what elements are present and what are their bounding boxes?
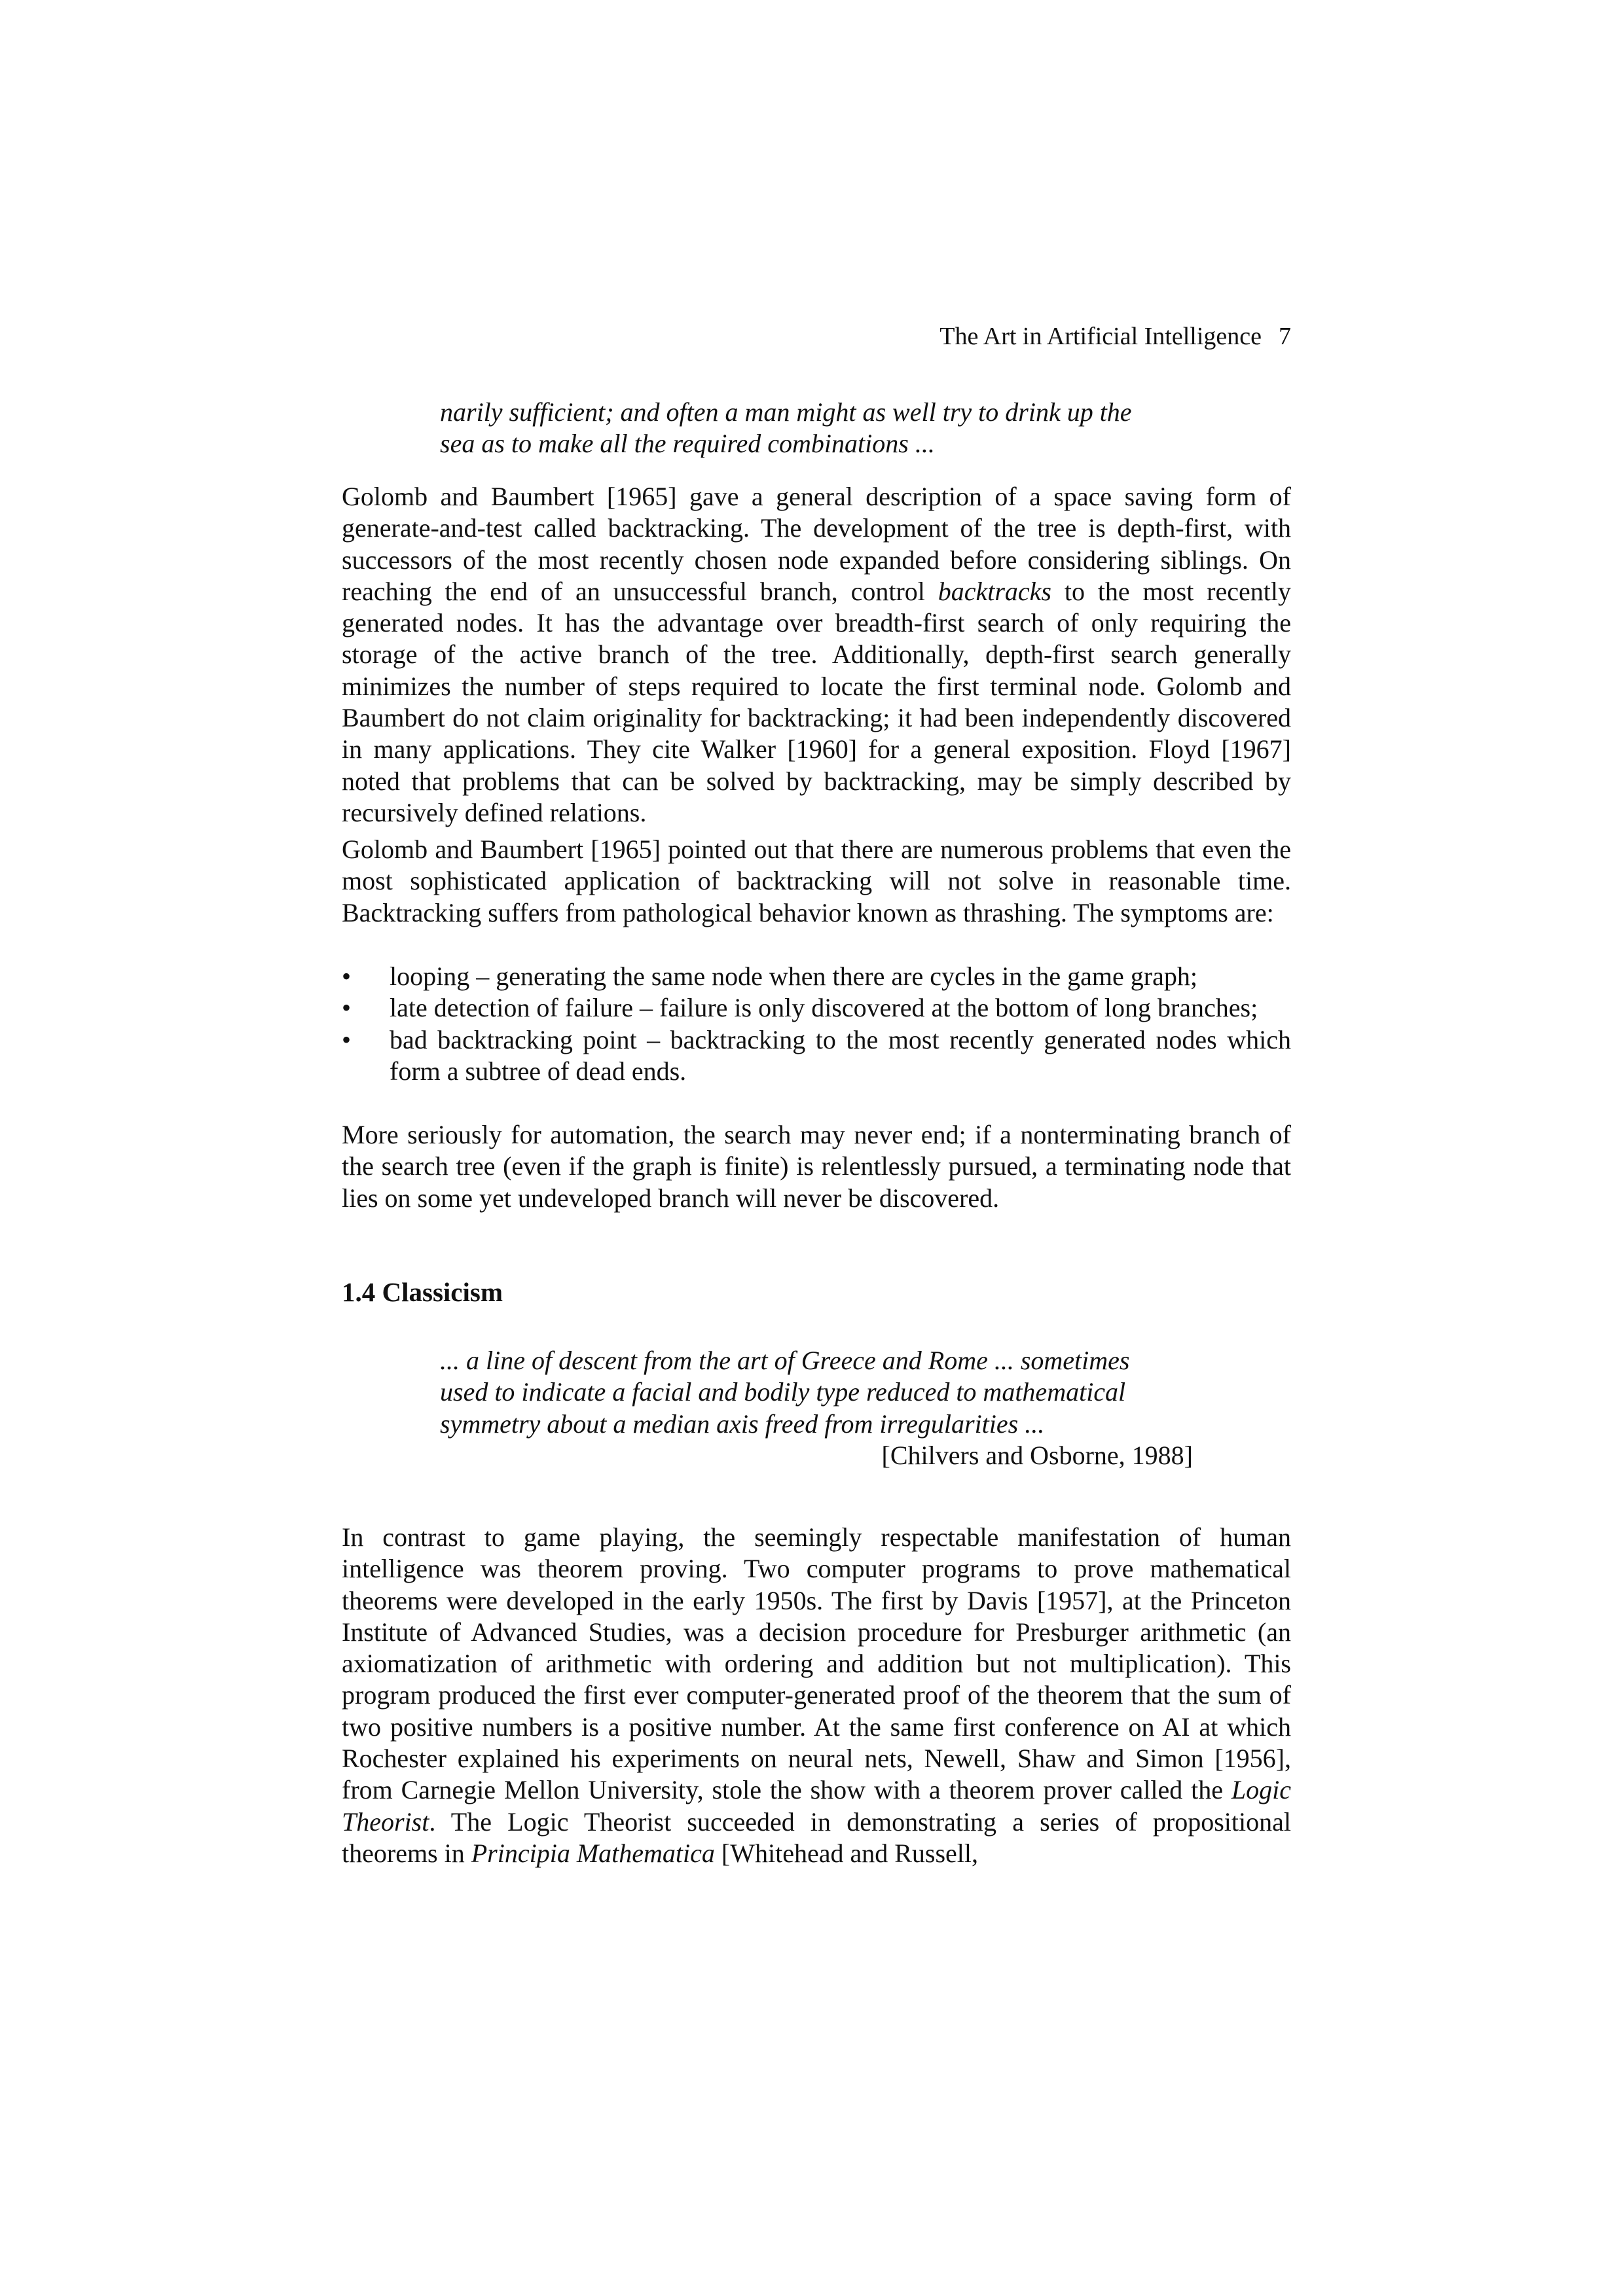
symptom-list: [342, 961, 1291, 1087]
quote-continuation: [440, 397, 1193, 460]
list-item: • late detection of failure – failure is only discovered at the bottom of long branches;: [342, 992, 1291, 1024]
paragraph-thrashing: [342, 834, 1291, 929]
emphasis: backtracks: [938, 576, 1051, 606]
paragraph-text: Golomb and Baumbert [1965] pointed out that there are numerous problems that even the most sophisticated application of backtracking will not solve in reasonable time. Backtracking suffers from pathological behavior known as thrashing. The symptoms are:: [342, 834, 1291, 927]
emphasis: Principia Mathematica: [471, 1838, 715, 1868]
epigraph-line: symmetry about a median axis freed from irregularities ...: [440, 1408, 1045, 1439]
epigraph-line: ... a line of descent from the art of Greece and Rome ... sometimes: [440, 1346, 1130, 1375]
list-item: • bad backtracking point – backtracking to the most recently generated nodes which form a subtree of dead ends.: [342, 1024, 1291, 1086]
running-head: [851, 321, 1291, 352]
emphasis: Logic Theorist: [342, 1775, 1291, 1837]
quote-line: sea as to make all the required combinations ...: [440, 429, 935, 459]
bullet-icon: •: [342, 1024, 352, 1054]
paragraph-text: In contrast to game playing, the seemingly respectable manifestation of human intelligence was theorem proving. Two computer programs to prove mathematical theorems were developed in the early 1950s. The first by Davis [1957], at the Princeton Institute of Advanced Studies, was a decision procedure for Presburger arithmetic (an axiomatization of arithmetic with ordering and addition but not multiplication). This program produced the first ever computer-generated proof of the theorem that the sum of two positive numbers is a positive number. At the same first conference on AI at which Rochester explained his experiments on neural nets, Newell, Shaw and Simon [1956], from Carnegie Mellon University, stole the show with a theorem prover called the Logic Theorist. The Logic Theorist succeeded in demonstrating a series of propositional theorems in Principia Mathematica [Whitehead and Russell,: [342, 1522, 1291, 1868]
paragraph-text: Golomb and Baumbert [1965] gave a general description of a space saving form of generate-and-test called backtracking. The development of the tree is depth-first, with successors of the most recently chosen node expanded before considering siblings. On reaching the end of an unsuccessful branch, control backtracks to the most recently generated nodes. It has the advantage over breadth-first search of only requiring the storage of the active branch of the tree. Additionally, depth-first search generally minimizes the number of steps required to locate the first terminal node. Golomb and Baumbert do not claim originality for backtracking; it had been independently discovered in many applications. They cite Walker [1960] for a general exposition. Floyd [1967] noted that problems that can be solved by backtracking, may be simply described by recursively defined relations.: [342, 482, 1291, 827]
epigraph: [440, 1345, 1193, 1440]
epigraph-attribution: [Chilvers and Osborne, 1988]: [881, 1441, 1193, 1470]
running-head-title: The Art in Artificial Intelligence: [939, 323, 1262, 350]
quote-line: narily sufficient; and often a man might as well try to drink up the: [440, 397, 1132, 427]
paragraph-theorem-proving: [342, 1522, 1291, 1869]
paragraph-text: More seriously for automation, the search may never end; if a nonterminating branch of the search tree (even if the graph is finite) is relentlessly pursued, a terminating node that lies on some yet undeveloped branch will never be discovered.: [342, 1120, 1291, 1213]
epigraph-line: used to indicate a facial and bodily type reduced to mathematical: [440, 1377, 1126, 1407]
paragraph-backtracking: [342, 481, 1291, 829]
bullet-icon: •: [342, 961, 352, 991]
page-number: 7: [1279, 323, 1291, 350]
list-item: • looping – generating the same node when there are cycles in the game graph;: [342, 961, 1291, 992]
bullet-icon: •: [342, 993, 352, 1023]
paragraph-automation: [342, 1119, 1291, 1214]
section-heading: 1.4 Classicism: [342, 1277, 503, 1307]
